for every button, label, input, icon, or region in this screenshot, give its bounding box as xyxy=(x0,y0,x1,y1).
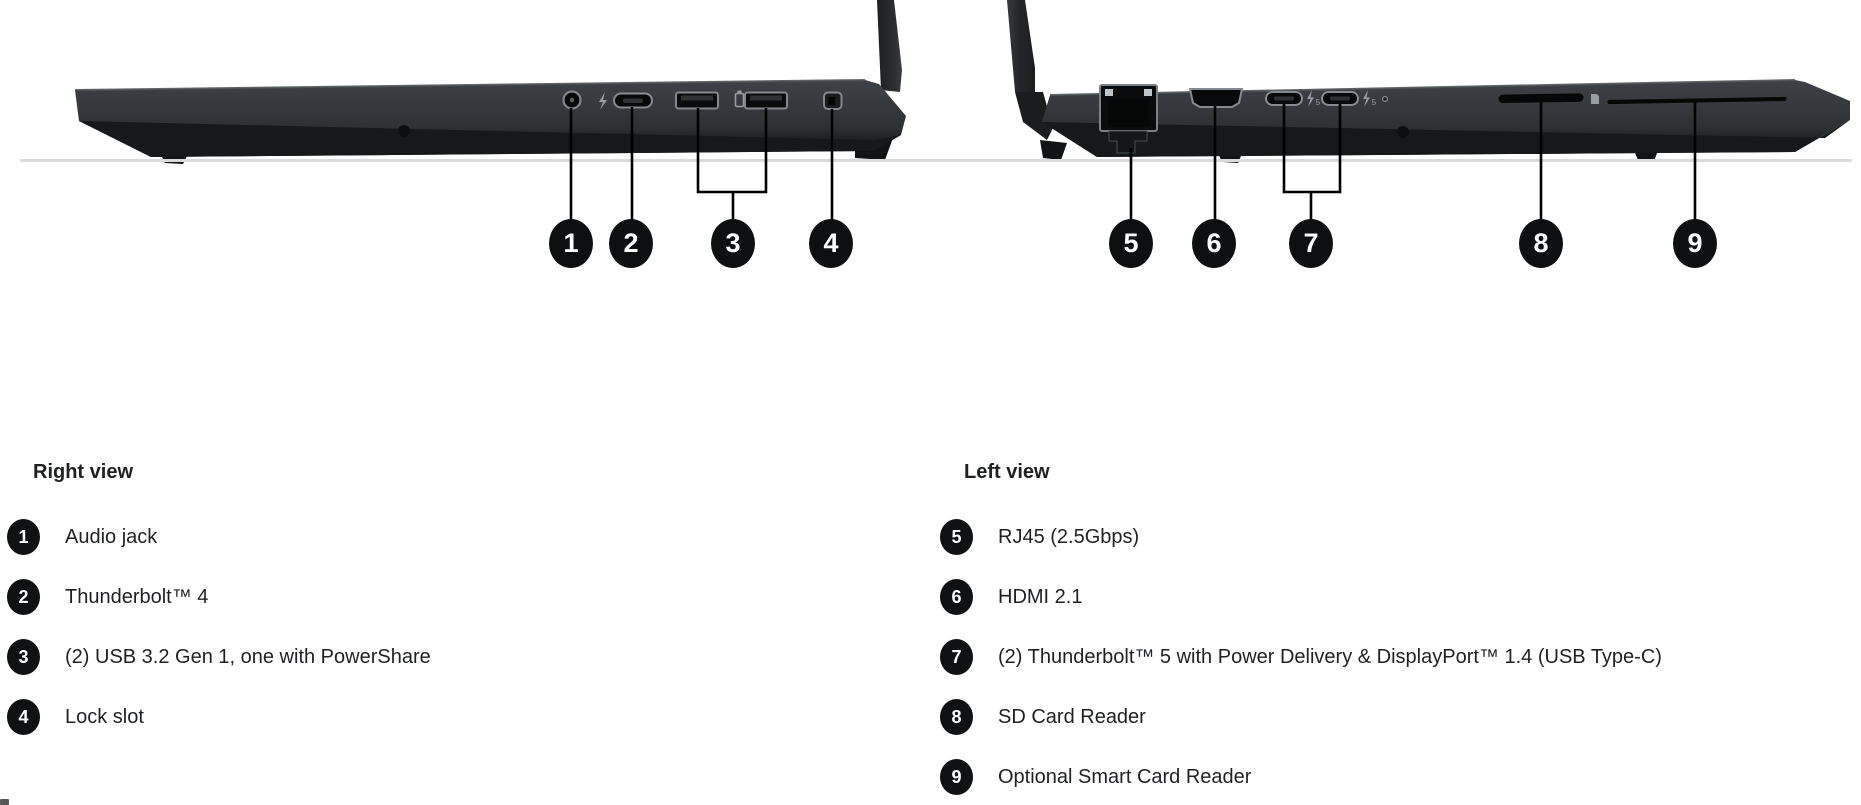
chassis-screw-hole xyxy=(398,125,410,137)
thunderbolt5-usb-c-port-2 xyxy=(1322,92,1358,105)
legend-label: Thunderbolt™ 4 xyxy=(65,585,209,608)
audio-jack-port xyxy=(564,92,581,109)
legend-item xyxy=(940,699,1146,735)
legend-badge-8: 8 xyxy=(940,699,973,735)
callout-badge-5: 5 xyxy=(1109,219,1153,268)
thunderbolt4-usb-c-port xyxy=(614,94,652,108)
table-shadow-line xyxy=(20,159,1852,162)
legend-badge-9: 9 xyxy=(940,759,973,795)
legend-label: HDMI 2.1 xyxy=(998,585,1083,608)
legend-item xyxy=(7,519,157,555)
laptop-right-view-illustration xyxy=(55,0,935,175)
thunderbolt5-usb-c-port-1 xyxy=(1266,92,1302,105)
laptop-left-view-illustration xyxy=(995,0,1861,175)
usb-a-port-2 xyxy=(745,93,787,109)
legend-badge-2: 2 xyxy=(7,579,40,615)
legend-badge-3: 3 xyxy=(7,639,40,675)
legend-item xyxy=(7,639,431,675)
sd-card-icon xyxy=(1591,94,1599,104)
legend-item xyxy=(940,639,1662,675)
right-view-heading: Right view xyxy=(33,461,134,483)
chassis xyxy=(1042,80,1850,163)
callout-badge-7: 7 xyxy=(1289,219,1333,268)
legend-label: (2) USB 3.2 Gen 1, one with PowerShare xyxy=(65,645,431,668)
chassis-screw-hole xyxy=(1397,126,1409,138)
legend-item xyxy=(7,699,144,735)
callout-badge-2: 2 xyxy=(609,219,653,268)
left-view-heading: Left view xyxy=(964,461,1050,483)
legend-item xyxy=(940,759,1251,795)
legend-label: SD Card Reader xyxy=(998,705,1146,728)
thunderbolt5-number: 5 xyxy=(1371,97,1377,107)
callout-badge-6: 6 xyxy=(1192,219,1236,268)
legend-label: Lock slot xyxy=(65,705,144,728)
legend-label: Audio jack xyxy=(65,525,158,548)
led-dot xyxy=(1383,97,1388,102)
legend-item xyxy=(940,579,1082,615)
stray-edge-artifact xyxy=(0,799,9,805)
legend-badge-6: 6 xyxy=(940,579,973,615)
usb-a-port-1 xyxy=(676,93,718,109)
legend-badge-5: 5 xyxy=(940,519,973,555)
legend-item xyxy=(7,579,208,615)
callout-badge-4: 4 xyxy=(809,219,853,268)
callout-badge-1: 1 xyxy=(549,219,593,268)
hdmi-port xyxy=(1190,89,1242,107)
legend-label: (2) Thunderbolt™ 5 with Power Delivery & DisplayPort™ 1.4 (USB Type-C) xyxy=(998,645,1662,668)
legend-badge-7: 7 xyxy=(940,639,973,675)
legend-label: Optional Smart Card Reader xyxy=(998,765,1252,788)
callout-badge-3: 3 xyxy=(711,219,755,268)
thunderbolt5-number: 5 xyxy=(1315,97,1321,107)
lock-slot-port xyxy=(824,93,842,110)
callout-badge-9: 9 xyxy=(1673,219,1717,268)
callout-badge-8: 8 xyxy=(1519,219,1563,268)
legend-label: RJ45 (2.5Gbps) xyxy=(998,525,1140,548)
lid-bar xyxy=(1007,0,1067,160)
lid-bar xyxy=(877,0,902,92)
legend-item xyxy=(940,519,1139,555)
legend-badge-4: 4 xyxy=(7,699,40,735)
legend-badge-1: 1 xyxy=(7,519,40,555)
